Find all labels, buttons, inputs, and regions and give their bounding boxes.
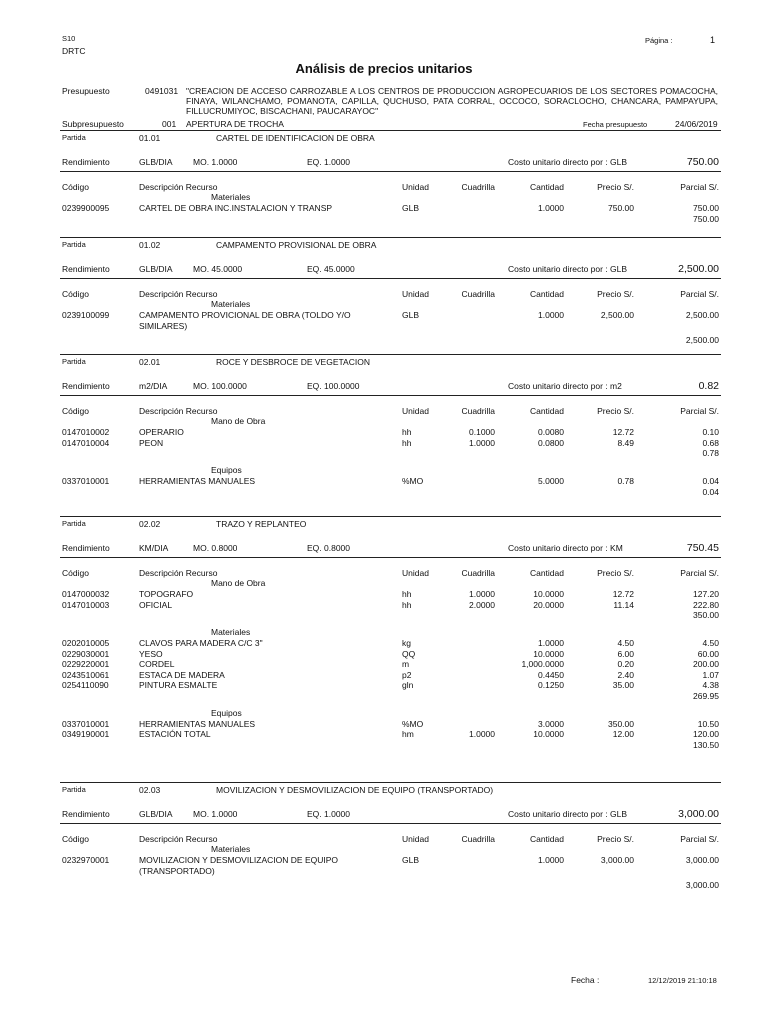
partida-name: CAMPAMENTO PROVISIONAL DE OBRA <box>216 240 377 250</box>
resource-descripcion: TOPOGRAFO <box>139 589 194 599</box>
resource-unidad: hh <box>402 427 412 437</box>
col-header-descripcion: Descripción Recurso <box>139 568 218 578</box>
fecha-presupuesto-label: Fecha presupuesto <box>583 120 648 129</box>
resource-parcial: 750.00 <box>693 203 719 213</box>
resource-descripcion: CLAVOS PARA MADERA C/C 3" <box>139 638 263 648</box>
group-title: Mano de Obra <box>211 416 266 426</box>
resource-codigo: 0202010005 <box>62 638 110 648</box>
resource-unidad: kg <box>402 638 411 648</box>
resource-parcial: 3,000.00 <box>685 855 719 865</box>
col-header-unidad: Unidad <box>402 406 429 416</box>
resource-codigo: 0243510061 <box>62 669 110 680</box>
resource-cuadrilla: 1.0000 <box>469 437 495 448</box>
resource-descripcion-cont: (TRANSPORTADO) <box>139 865 215 876</box>
col-header-unidad: Unidad <box>402 568 429 578</box>
col-header-descripcion: Descripción Recurso <box>139 834 218 844</box>
resource-codigo: 0147010003 <box>62 599 110 610</box>
resource-precio: 6.00 <box>617 648 634 659</box>
rendimiento-label: Rendimiento <box>62 381 110 391</box>
resource-codigo: 0147010004 <box>62 437 110 448</box>
partida-name: TRAZO Y REPLANTEO <box>216 519 307 529</box>
resource-unidad: hh <box>402 599 412 610</box>
rendimiento-eq: EQ. 45.0000 <box>307 264 355 274</box>
resource-descripcion: ESTACIÓN TOTAL <box>139 729 211 739</box>
col-header-cantidad: Cantidad <box>529 406 564 416</box>
system-code: S10 <box>62 34 76 43</box>
costo-unitario-label: Costo unitario directo por : m2 <box>508 381 622 391</box>
col-header-parcial: Parcial S/. <box>680 289 719 299</box>
col-header-codigo: Código <box>62 568 89 578</box>
resource-codigo: 0147000032 <box>62 589 110 599</box>
resource-precio: 35.00 <box>612 680 634 690</box>
group-subtotal: 0.78 <box>702 448 719 458</box>
resource-precio: 12.72 <box>612 589 634 599</box>
resource-codigo: 0337010001 <box>62 476 110 486</box>
col-header-cantidad: Cantidad <box>529 568 564 578</box>
resource-cuadrilla: 1.0000 <box>469 729 495 739</box>
resource-cantidad: 10.0000 <box>533 648 564 659</box>
resource-codigo: 0229220001 <box>62 659 110 669</box>
resource-precio: 12.72 <box>612 427 634 437</box>
resource-descripcion: CORDEL <box>139 659 175 669</box>
resource-codigo: 0232970001 <box>62 855 110 865</box>
rendimiento-mo: MO. 1.0000 <box>193 157 238 167</box>
costo-unitario-value: 0.82 <box>698 380 719 392</box>
group-subtotal: 3,000.00 <box>685 880 719 890</box>
resource-precio: 0.78 <box>617 476 634 486</box>
resource-parcial: 1.07 <box>702 669 719 680</box>
rendimiento-unit: m2/DIA <box>139 381 168 391</box>
group-subtotal: 350.00 <box>693 610 719 620</box>
costo-unitario-value: 2,500.00 <box>678 263 719 275</box>
resource-descripcion-cont: SIMILARES) <box>139 320 188 331</box>
resource-cuadrilla: 2.0000 <box>469 599 495 610</box>
resource-codigo: 0147010002 <box>62 427 110 437</box>
partida-divider <box>60 516 721 517</box>
group-title: Materiales <box>211 299 251 309</box>
resource-unidad: hh <box>402 589 412 599</box>
rendimiento-mo: MO. 1.0000 <box>193 809 238 819</box>
partida-label: Partida <box>62 240 86 249</box>
resource-cantidad: 10.0000 <box>533 729 564 739</box>
col-header-cuadrilla: Cuadrilla <box>461 289 495 299</box>
rendimiento-unit: GLB/DIA <box>139 157 173 167</box>
resource-precio: 2,500.00 <box>600 310 634 320</box>
rendimiento-label: Rendimiento <box>62 157 110 167</box>
partida-code: 02.03 <box>139 785 161 795</box>
col-header-descripcion: Descripción Recurso <box>139 289 218 299</box>
resource-parcial: 222.80 <box>693 599 719 610</box>
partida-name: MOVILIZACION Y DESMOVILIZACION DE EQUIPO (TRANSPORTADO) <box>216 785 494 795</box>
col-header-precio: Precio S/. <box>597 182 634 192</box>
resource-descripcion: ESTACA DE MADERA <box>139 669 225 680</box>
resource-unidad: hh <box>402 437 412 448</box>
col-header-unidad: Unidad <box>402 182 429 192</box>
resource-cuadrilla: 0.1000 <box>469 427 495 437</box>
resource-unidad: GLB <box>402 855 420 865</box>
resource-precio: 0.20 <box>617 659 634 669</box>
rendimiento-divider <box>60 823 721 824</box>
col-header-cuadrilla: Cuadrilla <box>461 182 495 192</box>
resource-cantidad: 0.0800 <box>538 437 564 448</box>
resource-cantidad: 1,000.0000 <box>521 659 564 669</box>
partida-label: Partida <box>62 519 86 528</box>
col-header-cantidad: Cantidad <box>529 289 564 299</box>
col-header-codigo: Código <box>62 834 89 844</box>
resource-cantidad: 5.0000 <box>538 476 564 486</box>
rendimiento-label: Rendimiento <box>62 543 110 553</box>
rendimiento-eq: EQ. 1.0000 <box>307 809 351 819</box>
group-subtotal: 0.04 <box>702 486 719 497</box>
col-header-cuadrilla: Cuadrilla <box>461 834 495 844</box>
rendimiento-label: Rendimiento <box>62 264 110 274</box>
resource-cantidad: 20.0000 <box>533 599 564 610</box>
resource-unidad: GLB <box>402 310 420 320</box>
resource-cantidad: 3.0000 <box>538 718 564 729</box>
resource-parcial: 127.20 <box>693 589 719 599</box>
resource-parcial: 2,500.00 <box>685 310 719 320</box>
fecha-presupuesto-value: 24/06/2019 <box>675 119 718 129</box>
rendimiento-eq: EQ. 100.0000 <box>307 381 360 391</box>
subpresupuesto-description: APERTURA DE TROCHA <box>186 119 284 129</box>
resource-codigo: 0349190001 <box>62 729 110 739</box>
group-title: Mano de Obra <box>211 578 266 588</box>
resource-unidad: %MO <box>402 718 424 729</box>
resource-cantidad: 10.0000 <box>533 589 564 599</box>
resource-cantidad: 1.0000 <box>538 638 564 648</box>
rendimiento-eq: EQ. 0.8000 <box>307 543 351 553</box>
rendimiento-unit: GLB/DIA <box>139 809 173 819</box>
col-header-precio: Precio S/. <box>597 834 634 844</box>
resource-unidad: m <box>402 659 410 669</box>
page-number: 1 <box>710 35 716 45</box>
resource-precio: 12.00 <box>612 729 634 739</box>
resource-precio: 4.50 <box>617 638 634 648</box>
rendimiento-label: Rendimiento <box>62 809 110 819</box>
partida-label: Partida <box>62 785 86 794</box>
group-title: Equipos <box>211 465 242 475</box>
resource-cantidad: 1.0000 <box>538 855 564 865</box>
group-subtotal: 750.00 <box>693 213 719 224</box>
col-header-cuadrilla: Cuadrilla <box>461 568 495 578</box>
rendimiento-mo: MO. 100.0000 <box>193 381 247 391</box>
resource-descripcion: HERRAMIENTAS MANUALES <box>139 476 256 486</box>
col-header-descripcion: Descripción Recurso <box>139 182 218 192</box>
col-header-codigo: Código <box>62 182 89 192</box>
rendimiento-mo: MO. 0.8000 <box>193 543 238 553</box>
partida-code: 01.01 <box>139 133 161 143</box>
resource-parcial: 200.00 <box>693 659 719 669</box>
resource-unidad: gln <box>402 680 414 690</box>
costo-unitario-value: 750.45 <box>686 542 719 554</box>
col-header-parcial: Parcial S/. <box>680 182 719 192</box>
presupuesto-label: Presupuesto <box>62 86 110 96</box>
resource-precio: 11.14 <box>613 599 634 610</box>
resource-codigo: 0239100099 <box>62 310 110 320</box>
col-header-precio: Precio S/. <box>597 289 634 299</box>
group-subtotal: 2,500.00 <box>685 335 719 345</box>
group-title: Materiales <box>211 844 251 854</box>
resource-parcial: 10.50 <box>697 718 719 729</box>
presupuesto-description: "CREACION DE ACCESO CARROZABLE A LOS CENTROS DE PRODUCCION AGROPECUARIOS DE LOS SECTORES POMACOCHA, FINAYA, WILANCHAMO, POMANOTA, CAPILLA, QUCHUSO, PATA CORRAL, OCCOCO, SORACLOCHO, CHANCARA, PAMPAYUPA, FILLUCRUMIYOC, BISCACHANI, PAUCARAYOC" <box>186 86 718 116</box>
resource-descripcion: PINTURA ESMALTE <box>139 680 218 690</box>
presupuesto-code: 0491031 <box>145 86 179 96</box>
rendimiento-divider <box>60 557 721 558</box>
resource-unidad: QQ <box>402 648 416 659</box>
rendimiento-divider <box>60 395 721 396</box>
col-header-precio: Precio S/. <box>597 568 634 578</box>
group-title: Materiales <box>211 192 251 202</box>
col-header-parcial: Parcial S/. <box>680 406 719 416</box>
costo-unitario-value: 750.00 <box>686 156 719 168</box>
resource-descripcion: MOVILIZACION Y DESMOVILIZACION DE EQUIPO <box>139 855 339 865</box>
resource-codigo: 0254110090 <box>62 680 109 690</box>
footer-fecha-value: 12/12/2019 21:10:18 <box>648 976 717 985</box>
partida-code: 02.01 <box>139 357 161 367</box>
resource-descripcion: CAMPAMENTO PROVICIONAL DE OBRA (TOLDO Y/O <box>139 310 351 320</box>
resource-cantidad: 0.4450 <box>538 669 564 680</box>
col-header-parcial: Parcial S/. <box>680 568 719 578</box>
resource-unidad: hm <box>402 729 414 739</box>
subpresupuesto-label: Subpresupuesto <box>62 119 124 129</box>
partida-divider <box>60 130 721 131</box>
costo-unitario-label: Costo unitario directo por : GLB <box>508 809 628 819</box>
resource-descripcion: OPERARIO <box>139 427 184 437</box>
resource-codigo: 0337010001 <box>62 718 110 729</box>
resource-descripcion: CARTEL DE OBRA INC.INSTALACION Y TRANSP <box>139 203 333 213</box>
group-title: Equipos <box>211 707 242 718</box>
resource-codigo: 0239900095 <box>62 203 110 213</box>
costo-unitario-label: Costo unitario directo por : KM <box>508 543 623 553</box>
resource-descripcion: YESO <box>139 648 163 659</box>
resource-cantidad: 0.1250 <box>538 680 564 690</box>
resource-parcial: 0.10 <box>702 427 719 437</box>
resource-unidad: %MO <box>402 476 424 486</box>
rendimiento-divider <box>60 171 721 172</box>
partida-code: 02.02 <box>139 519 161 529</box>
resource-descripcion: OFICIAL <box>139 599 173 610</box>
col-header-descripcion: Descripción Recurso <box>139 406 218 416</box>
col-header-cuadrilla: Cuadrilla <box>461 406 495 416</box>
resource-precio: 750.00 <box>608 203 634 213</box>
partida-name: CARTEL DE IDENTIFICACION DE OBRA <box>216 133 375 143</box>
resource-descripcion: PEON <box>139 437 164 448</box>
resource-precio: 350.00 <box>608 718 634 729</box>
costo-unitario-value: 3,000.00 <box>678 808 719 820</box>
resource-cantidad: 0.0080 <box>538 427 564 437</box>
rendimiento-unit: KM/DIA <box>139 543 169 553</box>
col-header-cantidad: Cantidad <box>529 834 564 844</box>
resource-codigo: 0229030001 <box>62 648 110 659</box>
resource-cantidad: 1.0000 <box>538 310 564 320</box>
resource-cantidad: 1.0000 <box>538 203 564 213</box>
partida-divider <box>60 782 721 783</box>
partida-label: Partida <box>62 357 86 366</box>
resource-precio: 3,000.00 <box>600 855 634 865</box>
resource-parcial: 0.68 <box>702 437 719 448</box>
group-title: Materiales <box>211 627 251 637</box>
organization: DRTC <box>62 46 86 56</box>
partida-divider <box>60 237 721 238</box>
rendimiento-divider <box>60 278 721 279</box>
rendimiento-mo: MO. 45.0000 <box>193 264 243 274</box>
col-header-cantidad: Cantidad <box>529 182 564 192</box>
col-header-parcial: Parcial S/. <box>680 834 719 844</box>
page-title: Análisis de precios unitarios <box>295 61 473 76</box>
resource-parcial: 4.38 <box>702 680 719 690</box>
resource-parcial: 0.04 <box>702 476 719 486</box>
resource-descripcion: HERRAMIENTAS MANUALES <box>139 718 256 729</box>
resource-precio: 2.40 <box>617 669 634 680</box>
costo-unitario-label: Costo unitario directo por : GLB <box>508 264 628 274</box>
subpresupuesto-code: 001 <box>162 119 177 129</box>
group-subtotal: 130.50 <box>693 739 719 750</box>
col-header-unidad: Unidad <box>402 834 429 844</box>
partida-divider <box>60 354 721 355</box>
footer-fecha-label: Fecha : <box>571 975 600 985</box>
resource-parcial: 60.00 <box>697 648 719 659</box>
resource-unidad: p2 <box>402 669 412 680</box>
rendimiento-eq: EQ. 1.0000 <box>307 157 351 167</box>
resource-precio: 8.49 <box>617 437 634 448</box>
resource-parcial: 4.50 <box>702 638 719 648</box>
resource-cuadrilla: 1.0000 <box>469 589 495 599</box>
resource-parcial: 120.00 <box>693 729 719 739</box>
costo-unitario-label: Costo unitario directo por : GLB <box>508 157 628 167</box>
col-header-codigo: Código <box>62 289 89 299</box>
partida-name: ROCE Y DESBROCE DE VEGETACION <box>216 357 370 367</box>
rendimiento-unit: GLB/DIA <box>139 264 173 274</box>
col-header-codigo: Código <box>62 406 89 416</box>
group-subtotal: 269.95 <box>693 690 719 701</box>
resource-unidad: GLB <box>402 203 420 213</box>
partida-label: Partida <box>62 133 86 142</box>
page-label: Página : <box>645 36 673 45</box>
col-header-unidad: Unidad <box>402 289 429 299</box>
col-header-precio: Precio S/. <box>597 406 634 416</box>
partida-code: 01.02 <box>139 240 161 250</box>
